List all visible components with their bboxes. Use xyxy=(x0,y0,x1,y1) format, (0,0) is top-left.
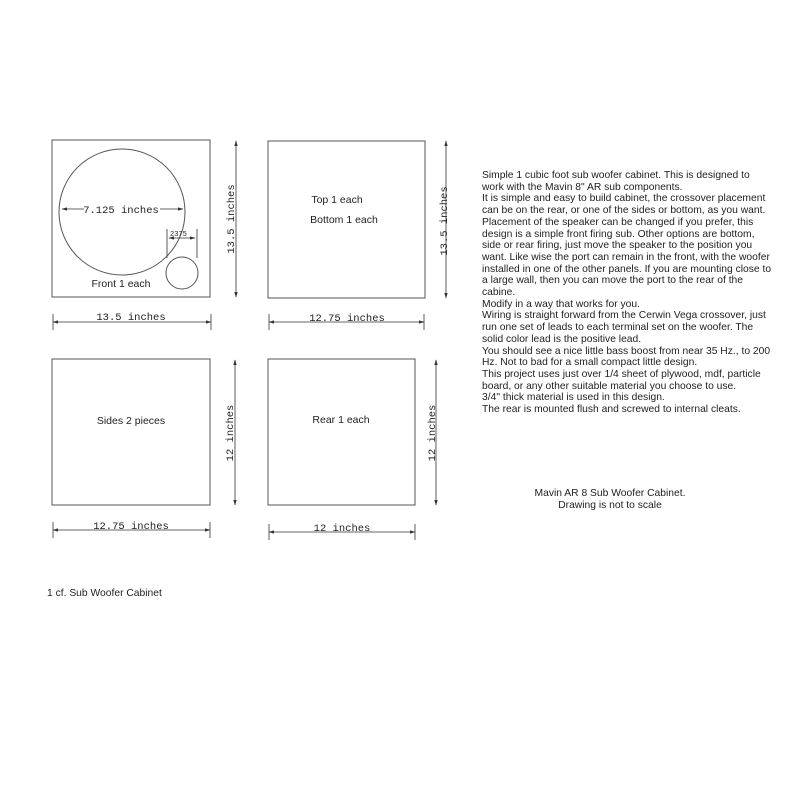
front-panel-outline xyxy=(52,140,210,297)
top-height-label: 13.5 inches xyxy=(439,186,451,256)
rear-panel-outline xyxy=(268,359,415,505)
description-text xyxy=(482,170,774,416)
description-paragraph: Modify in a way that works for you. xyxy=(482,298,640,310)
description-paragraph: You should see a nice little bass boost from near 35 Hz., to 200 Hz. Not to bad for a small compact little design. xyxy=(482,345,771,369)
description-paragraph: Simple 1 cubic foot sub woofer cabinet. This is designed to work with the Mavin 8" AR sub components. xyxy=(482,170,750,193)
port-cutout xyxy=(166,257,198,289)
front-panel-label: Front 1 each xyxy=(91,278,151,290)
sides-panel-outline xyxy=(52,359,210,505)
rear-panel-label: Rear 1 each xyxy=(312,414,370,426)
description-paragraph: Wiring is straight forward from the Cerwin Vega crossover, just run one set of leads to each terminal set on the woofer. The solid color lead is the positive lead. xyxy=(482,310,766,345)
drawing-caption xyxy=(510,488,710,512)
woofer-diameter-label: 7.125 inches xyxy=(83,205,159,217)
sides-width-label: 12.75 inches xyxy=(93,521,169,533)
bottom-panel-label: Bottom 1 each xyxy=(310,214,378,226)
description-paragraph: The rear is mounted flush and screwed to internal cleats. xyxy=(482,404,741,416)
rear-height-label: 12 inches xyxy=(427,404,439,462)
port-diameter-label: 2375 xyxy=(170,231,187,239)
caption-note: Drawing is not to scale xyxy=(558,500,662,511)
top-panel-label: Top 1 each xyxy=(311,194,363,206)
caption-title: Mavin AR 8 Sub Woofer Cabinet. xyxy=(534,488,686,499)
front-panel xyxy=(52,140,238,330)
description-paragraph: It is simple and easy to build cabinet, the crossover placement can be on the rear, or one of the sides or bottom, as you want. xyxy=(482,193,766,217)
sides-height-label: 12 inches xyxy=(225,404,237,462)
description-paragraph: Placement of the speaker can be changed if you prefer, this design is a simple front firing sub. Other options are bottom, side or rear firing, just move the speaker to the position you want. Like wise the port can remain in the front, with the woofer installed in one of the other panels. If you are mounting close to a large wall, then you can move the port to the rear of the cabine. xyxy=(482,216,772,299)
front-width-label: 13.5 inches xyxy=(96,312,166,324)
sides-panel xyxy=(52,359,237,538)
footer-title: 1 cf. Sub Woofer Cabinet xyxy=(47,588,162,599)
rear-width-label: 12 inches xyxy=(313,523,371,535)
sides-panel-label: Sides 2 pieces xyxy=(96,415,166,427)
front-height-label: 13.5 inches xyxy=(226,184,238,254)
top-bottom-panel xyxy=(268,141,451,330)
rear-panel xyxy=(268,359,439,540)
top-width-label: 12.75 inches xyxy=(309,313,385,325)
description-paragraph: This project uses just over 1/4 sheet of plywood, mdf, particle board, or any other suitable material you choose to use. xyxy=(482,368,761,392)
description-paragraph: 3/4" thick material is used in this design. xyxy=(482,392,665,404)
